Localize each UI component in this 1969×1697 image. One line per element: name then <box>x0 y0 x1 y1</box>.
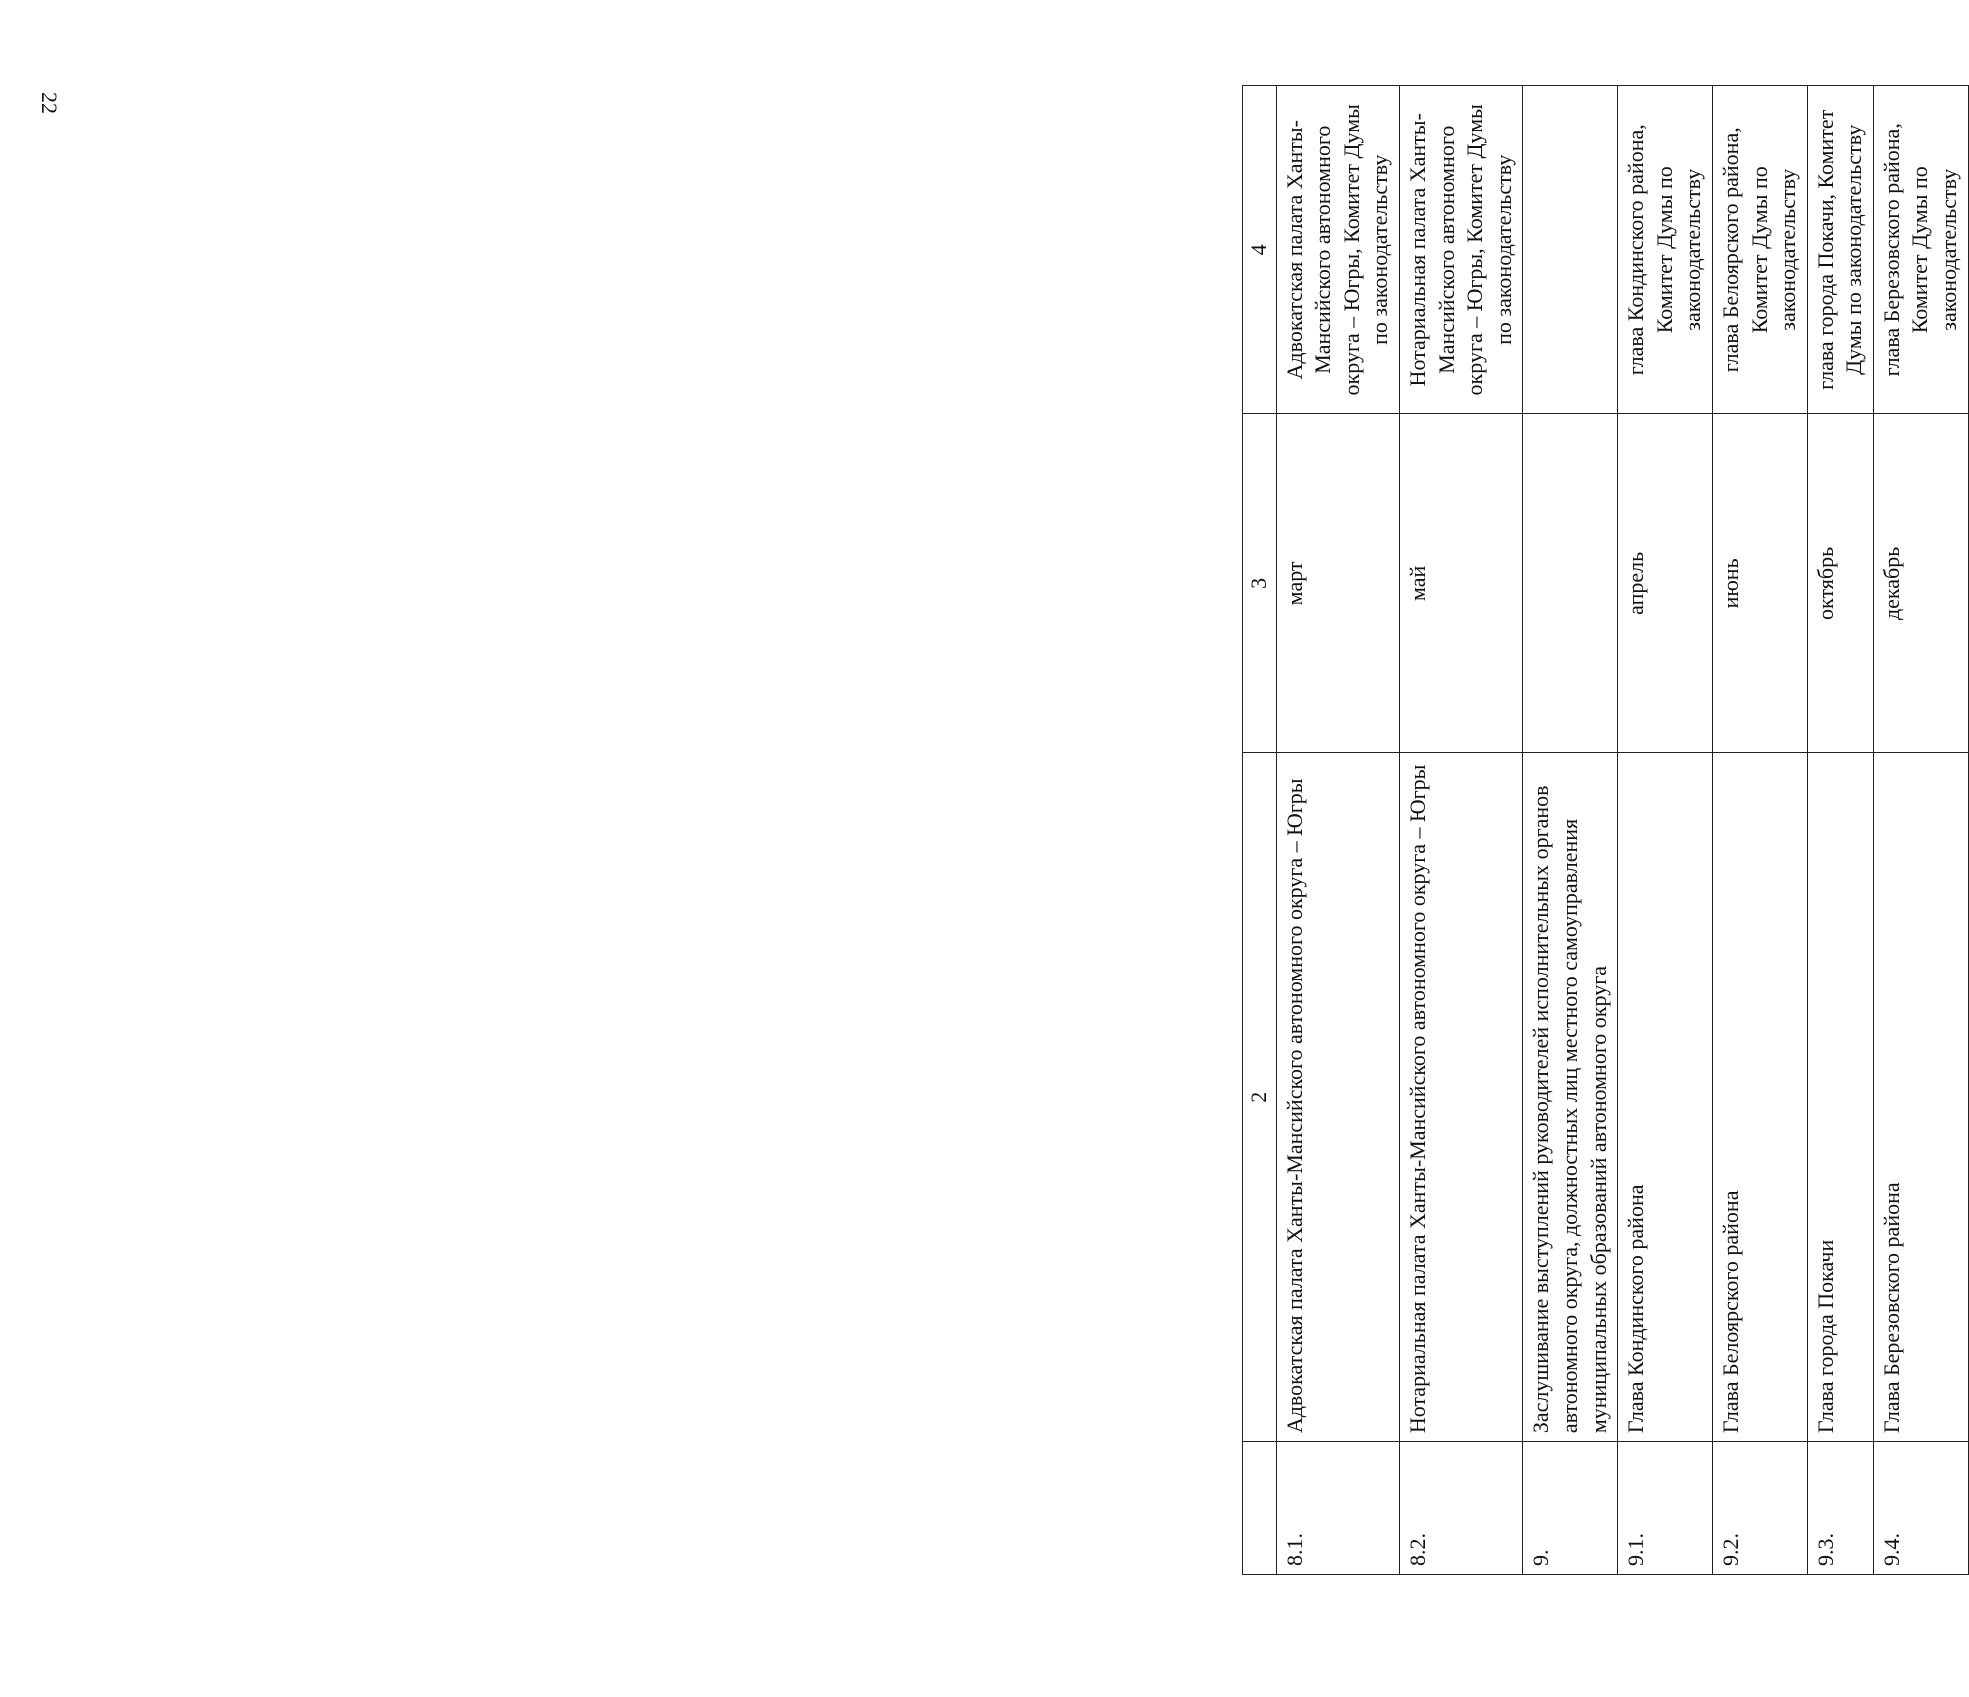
row-responsible: глава Березовского района, Комитет Думы по законодательству <box>1873 86 1968 415</box>
row-name: Глава города Покачи <box>1807 753 1873 1442</box>
table-header-row <box>1243 86 1277 1575</box>
row-term: май <box>1399 414 1522 753</box>
row-term: июнь <box>1712 414 1807 753</box>
header-col-2: 2 <box>1243 753 1277 1442</box>
row-name: Адвокатская палата Ханты-Мансийского автономного округа – Югры <box>1276 753 1399 1442</box>
row-term: март <box>1276 414 1399 753</box>
row-term: декабрь <box>1873 414 1968 753</box>
row-name: Глава Березовского района <box>1873 753 1968 1442</box>
row-number: 9.2. <box>1712 1442 1807 1575</box>
table-row <box>1523 86 1618 1575</box>
row-term: апрель <box>1618 414 1713 753</box>
row-number: 9. <box>1523 1442 1618 1575</box>
row-name: Заслушивание выступлений руководителей исполнительных органов автономного округа, должностных лиц местного самоуправления муниципальных образований автономного округа <box>1523 753 1618 1442</box>
row-name: Глава Белоярского района <box>1712 753 1807 1442</box>
table-row <box>1399 86 1522 1575</box>
row-name: Глава Кондинского района <box>1618 753 1713 1442</box>
row-number: 8.1. <box>1276 1442 1399 1575</box>
plan-table <box>1242 85 1969 1575</box>
row-number: 9.1. <box>1618 1442 1713 1575</box>
table-row <box>1712 86 1807 1575</box>
header-col-3: 3 <box>1243 414 1277 753</box>
table-row <box>1618 86 1713 1575</box>
row-responsible <box>1523 86 1618 415</box>
row-number: 8.2. <box>1399 1442 1522 1575</box>
page-number: 22 <box>37 92 62 114</box>
row-responsible: Нотариальная палата Ханты-Мансийского автономного округа – Югры, Комитет Думы по законодательству <box>1399 86 1522 415</box>
table-row <box>1873 86 1968 1575</box>
row-responsible: Адвокатская палата Ханты-Мансийского автономного округа – Югры, Комитет Думы по законодательству <box>1276 86 1399 415</box>
row-responsible: глава города Покачи, Комитет Думы по законодательству <box>1807 86 1873 415</box>
row-responsible: глава Кондинского района, Комитет Думы по законодательству <box>1618 86 1713 415</box>
row-number: 9.3. <box>1807 1442 1873 1575</box>
row-number: 9.4. <box>1873 1442 1968 1575</box>
row-name: Нотариальная палата Ханты-Мансийского автономного округа – Югры <box>1399 753 1522 1442</box>
row-responsible: глава Белоярского района, Комитет Думы по законодательству <box>1712 86 1807 415</box>
row-term <box>1523 414 1618 753</box>
header-col-4: 4 <box>1243 86 1277 415</box>
table-row <box>1276 86 1399 1575</box>
row-term: октябрь <box>1807 414 1873 753</box>
header-col-1 <box>1243 1442 1277 1575</box>
table-row <box>1807 86 1873 1575</box>
rotated-table-container <box>1242 85 1969 1575</box>
